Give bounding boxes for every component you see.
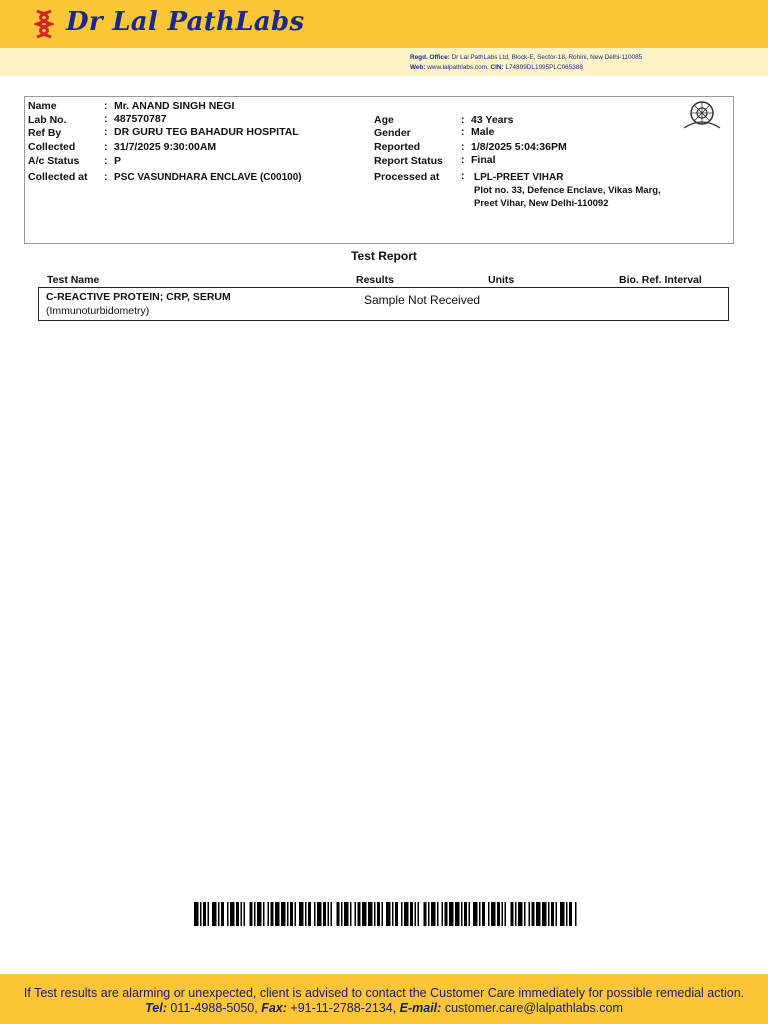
fax-value: +91-11-2788-2134, [290,1001,397,1015]
barcode-bar [455,902,460,926]
barcode-bar [382,902,384,926]
web-label: Web: [410,64,426,71]
processed-address-line2: Preet Vihar, New Delhi-110092 [474,198,609,209]
footer-disclaimer: If Test results are alarming or unexpected, client is advised to contact the Customer Care immediately for possible remedial action. [23,986,745,1000]
barcode-bar [350,902,352,926]
gender-colon: : [461,126,465,138]
refby-label: Ref By [28,127,62,139]
barcode-bar [218,902,220,926]
barcode-bar [505,902,507,926]
barcode-bar [275,902,280,926]
barcode-bar [529,902,531,926]
barcode-bar [491,902,496,926]
barcode-bar [295,902,297,926]
age-value: 43 Years [471,114,514,126]
barcode-bar [212,902,217,926]
age-colon: : [461,114,465,126]
barcode-bar [532,902,535,926]
emblem-icon [680,98,724,132]
barcode-bar [473,902,478,926]
barcode-bar [203,902,206,926]
barcode-bar [410,902,413,926]
barcode-bar [344,902,349,926]
barcode-bar [424,902,427,926]
barcode-bar [328,902,330,926]
barcode-bar [502,902,504,926]
barcode-bar [317,902,322,926]
barcode-bar [551,902,554,926]
barcode [194,902,578,926]
barcode-bar [331,902,333,926]
registered-office [410,53,642,73]
barcode-bar [401,902,403,926]
name-value: Mr. ANAND SINGH NEGI [114,100,235,112]
barcode-bar [449,902,454,926]
barcode-bar [560,902,565,926]
fax-label: Fax: [261,1001,287,1015]
processedat-value: LPL-PREET VIHAR [474,172,564,183]
collectedat-value: PSC VASUNDHARA ENCLAVE (C00100) [114,172,302,183]
barcode-bar [377,902,380,926]
barcode-bar [236,902,239,926]
barcode-bar [575,902,577,926]
cin-label: CIN: [490,64,504,71]
barcode-bar [281,902,286,926]
collected-label: Collected [28,141,76,153]
processedat-colon: : [461,170,465,182]
barcode-bar [299,902,304,926]
dna-logo-icon [34,10,54,40]
barcode-bar [268,902,270,926]
tel-value: 011-4988-5050, [170,1001,258,1015]
barcode-bar [464,902,467,926]
barcode-bar [415,902,417,926]
reported-value: 1/8/2025 5:04:36PM [471,141,567,153]
barcode-bar [287,902,289,926]
barcode-bar [556,902,558,926]
processedat-label: Processed at [374,171,440,183]
test-method: (Immunoturbidometry) [46,305,150,317]
name-colon: : [104,100,108,112]
labno-value: 487570787 [114,113,167,125]
barcode-bar [482,902,485,926]
barcode-bar [244,902,246,926]
col-test-name: Test Name [47,274,100,286]
labno-colon: : [104,113,108,125]
name-label: Name [28,100,57,112]
collectedat-colon: : [104,171,108,183]
barcode-bar [314,902,316,926]
refby-colon: : [104,126,108,138]
regd-text: Dr Lal PathLabs Ltd, Block-E, Sector-18, Rohini, New Delhi-110085 [451,54,643,61]
collected-colon: : [104,141,108,153]
barcode-bar [290,902,293,926]
barcode-bar [200,902,202,926]
test-name: C-REACTIVE PROTEIN; CRP, SERUM [46,291,231,303]
barcode-bar [497,902,500,926]
barcode-bar [524,902,526,926]
barcode-bar [341,902,343,926]
email-value: customer.care@lalpathlabs.com [444,1001,623,1015]
reported-label: Reported [374,141,421,153]
footer-contact [0,1001,768,1015]
barcode-bar [569,902,572,926]
barcode-bar [536,902,541,926]
refby-value: DR GURU TEG BAHADUR HOSPITAL [114,126,299,138]
test-result: Sample Not Received [364,293,481,307]
barcode-bar [431,902,436,926]
collected-value: 31/7/2025 9:30:00AM [114,141,217,153]
barcode-bar [250,902,253,926]
barcode-bar [395,902,398,926]
barcode-bar [368,902,373,926]
barcode-bar [542,902,547,926]
barcode-bar [227,902,229,926]
barcode-bar [518,902,523,926]
subheader-bar [0,48,768,76]
barcode-bar [418,902,420,926]
reportstatus-colon: : [461,154,465,166]
barcode-bar [469,902,471,926]
col-units: Units [488,274,515,286]
barcode-bar [271,902,274,926]
barcode-bar [221,902,224,926]
barcode-bar [241,902,243,926]
barcode-bar [442,902,444,926]
collectedat-label: Collected at [28,171,88,183]
barcode-bar [386,902,391,926]
barcode-bar [392,902,394,926]
barcode-bar [254,902,256,926]
tel-label: Tel: [145,1001,167,1015]
processed-address-line1: Plot no. 33, Defence Enclave, Vikas Marg, [474,185,661,196]
report-title: Test Report [351,249,417,263]
col-bio-ref-interval: Bio. Ref. Interval [619,274,702,286]
barcode-bar [263,902,265,926]
barcode-bar [355,902,357,926]
gender-label: Gender [374,127,411,139]
barcode-bar [404,902,409,926]
barcode-bar [445,902,448,926]
barcode-bar [257,902,262,926]
brand-name: Dr Lal PathLabs [66,7,305,37]
barcode-bar [566,902,568,926]
barcode-bar [548,902,550,926]
acstatus-colon: : [104,155,108,167]
barcode-bar [511,902,514,926]
acstatus-label: A/c Status [28,155,80,167]
barcode-bar [515,902,517,926]
barcode-bar [194,902,199,926]
labno-label: Lab No. [28,114,67,126]
barcode-bar [428,902,430,926]
barcode-bar [230,902,235,926]
gender-value: Male [471,126,495,138]
barcode-bar [479,902,481,926]
reportstatus-value: Final [471,154,496,166]
barcode-bar [362,902,367,926]
barcode-bar [358,902,361,926]
age-label: Age [374,114,394,126]
barcode-bar [208,902,210,926]
barcode-bar [461,902,463,926]
reported-colon: : [461,141,465,153]
barcode-bar [337,902,340,926]
acstatus-value: P [114,155,122,167]
barcode-bar [308,902,311,926]
barcode-bar [437,902,439,926]
reportstatus-label: Report Status [374,155,443,167]
email-label: E-mail: [399,1001,442,1015]
barcode-bar [488,902,490,926]
barcode-bar [374,902,376,926]
col-results: Results [356,274,394,286]
barcode-bar [305,902,307,926]
regd-label: Regd. Office: [410,54,450,61]
barcode-bar [323,902,326,926]
web-text: www.lalpathlabs.com, [427,64,489,71]
cin-text: L74899DL1995PLC065388 [505,64,583,71]
